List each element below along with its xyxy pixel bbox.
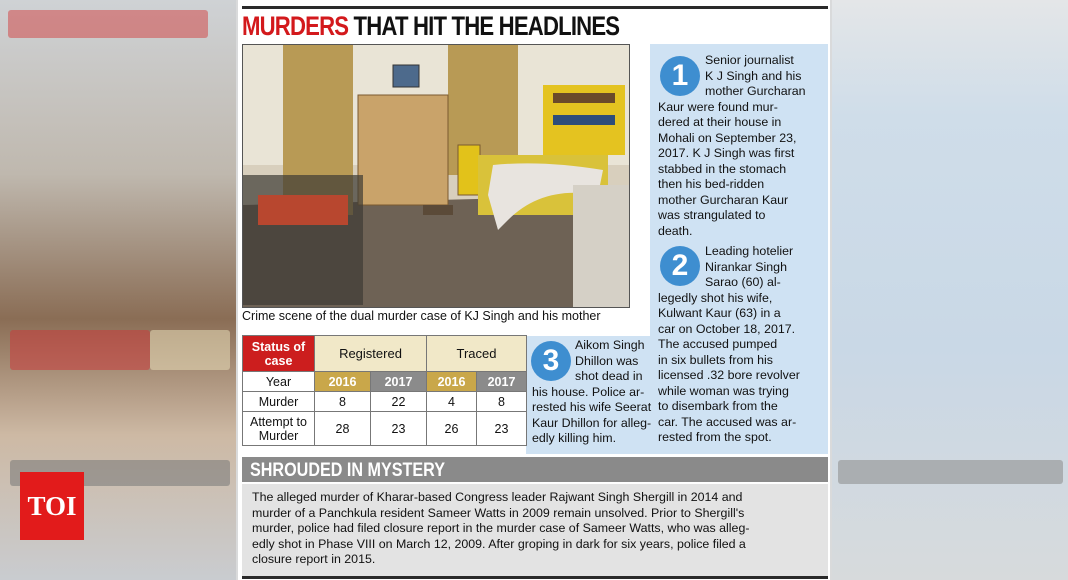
group-traced: Traced	[427, 336, 527, 372]
table-cell: 22	[371, 392, 427, 412]
case-1-line: Mohali on September 23,	[658, 130, 797, 145]
mystery-line: murder of a Panchkula resident Sameer Watts in 2009 remain unsolved. Prior to Shergill's	[252, 505, 745, 520]
case-3-line: Dhillon was	[575, 353, 639, 368]
top-rule	[242, 6, 828, 9]
row-label: Attempt to Murder	[243, 412, 315, 446]
case-number: 3	[542, 344, 560, 377]
case-1-text	[658, 53, 828, 239]
table-cell: 26	[427, 412, 477, 446]
case-1-line: dered at their house in	[658, 115, 782, 129]
case-status-table	[242, 335, 527, 446]
headline	[242, 11, 619, 42]
case-2-line: legedly shot his wife,	[658, 290, 773, 305]
case-2-line: The accused pumped	[658, 337, 778, 351]
table-cell: 8	[477, 392, 527, 412]
blurred-table-shape	[150, 330, 230, 370]
headline-red: MURDERS	[242, 11, 349, 41]
table-row	[243, 412, 527, 446]
case-2-line: licensed .32 bore revolver	[658, 368, 800, 382]
case-3-line: Kaur Dhillon for alleg-	[532, 415, 652, 430]
year-cell: 2016	[315, 372, 371, 392]
photo-caption: Crime scene of the dual murder case of KJ Singh and his mother	[242, 309, 601, 323]
mystery-header	[242, 457, 828, 482]
case-number: 1	[671, 59, 689, 92]
case-2-line: Kulwant Kaur (63) in a	[658, 306, 781, 320]
mystery-title: SHROUDED IN MYSTERY	[250, 460, 446, 481]
infographic-card	[238, 0, 830, 580]
row-label: Murder	[243, 392, 315, 412]
mystery-line: murder, police had filed closure report in the murder case of Sameer Watts, who was alleg-	[252, 521, 750, 536]
case-3-line: his house. Police ar-	[532, 384, 645, 399]
year-cell: 2017	[477, 372, 527, 392]
case-2-line: car. The accused was ar-	[658, 414, 797, 429]
case-3-line: edly killing him.	[532, 431, 617, 445]
case-2-line: Nirankar Singh	[705, 259, 787, 274]
table-cell: 23	[371, 412, 427, 446]
case-1-line: death.	[658, 223, 693, 238]
case-2-line: in six bullets from his	[658, 352, 773, 367]
year-cell: 2017	[371, 372, 427, 392]
headline-black: THAT HIT THE HEADLINES	[353, 11, 620, 41]
case-2-text	[658, 244, 828, 446]
case-2-line: car on October 18, 2017.	[658, 321, 796, 336]
table-cell: 8	[315, 392, 371, 412]
table-row	[243, 392, 527, 412]
crime-scene-photo	[242, 44, 630, 308]
case-1-line: K J Singh and his	[705, 68, 802, 83]
table-cell: 28	[315, 412, 371, 446]
blurred-headline-shape	[8, 10, 208, 38]
case-1-line: was strangulated to	[658, 208, 766, 222]
mystery-body	[242, 484, 828, 576]
case-3-line: Aikom Singh	[575, 338, 645, 352]
table-corner: Status of case	[243, 336, 315, 372]
case-2-line: rested from the spot.	[658, 430, 772, 444]
blurred-bar-shape	[838, 460, 1063, 484]
case-2-line: Leading hotelier	[705, 244, 794, 258]
mystery-line: The alleged murder of Kharar-based Congress leader Rajwant Singh Shergill in 2014 and	[252, 490, 743, 504]
case-1-line: mother Gurcharan	[705, 84, 806, 98]
case-1-line: stabbed in the stomach	[658, 161, 787, 176]
blurred-table-shape	[10, 330, 150, 370]
case-3-line: shot dead in	[575, 369, 643, 383]
mystery-line: edly shot in Phase VIII on March 12, 2009. After groping in dark for six years, police filed a	[252, 536, 746, 551]
year-cell: 2016	[427, 372, 477, 392]
case-number: 2	[671, 249, 689, 282]
table-cell: 4	[427, 392, 477, 412]
case-3-text	[532, 338, 652, 447]
toi-logo	[20, 472, 84, 540]
case-1-line: then his bed-ridden	[658, 177, 765, 191]
logo-text: TOI	[27, 490, 77, 521]
mystery-line: closure report in 2015.	[252, 552, 376, 567]
table-cell: 23	[477, 412, 527, 446]
case-1-line: Kaur were found mur-	[658, 99, 778, 114]
year-label: Year	[243, 372, 315, 392]
case-2-line: to disembark from the	[658, 399, 778, 413]
room-illustration	[243, 45, 630, 308]
right-backdrop	[832, 0, 1068, 580]
case-1-line: mother Gurcharan Kaur	[658, 192, 789, 207]
case-2-line: Sarao (60) al-	[705, 275, 781, 289]
case-1-line: Senior journalist	[705, 53, 794, 67]
case-2-line: while woman was trying	[658, 383, 789, 398]
case-1-line: 2017. K J Singh was first	[658, 146, 795, 160]
group-registered: Registered	[315, 336, 427, 372]
bottom-rule	[242, 576, 828, 579]
case-3-line: rested his wife Seerat	[532, 400, 652, 414]
